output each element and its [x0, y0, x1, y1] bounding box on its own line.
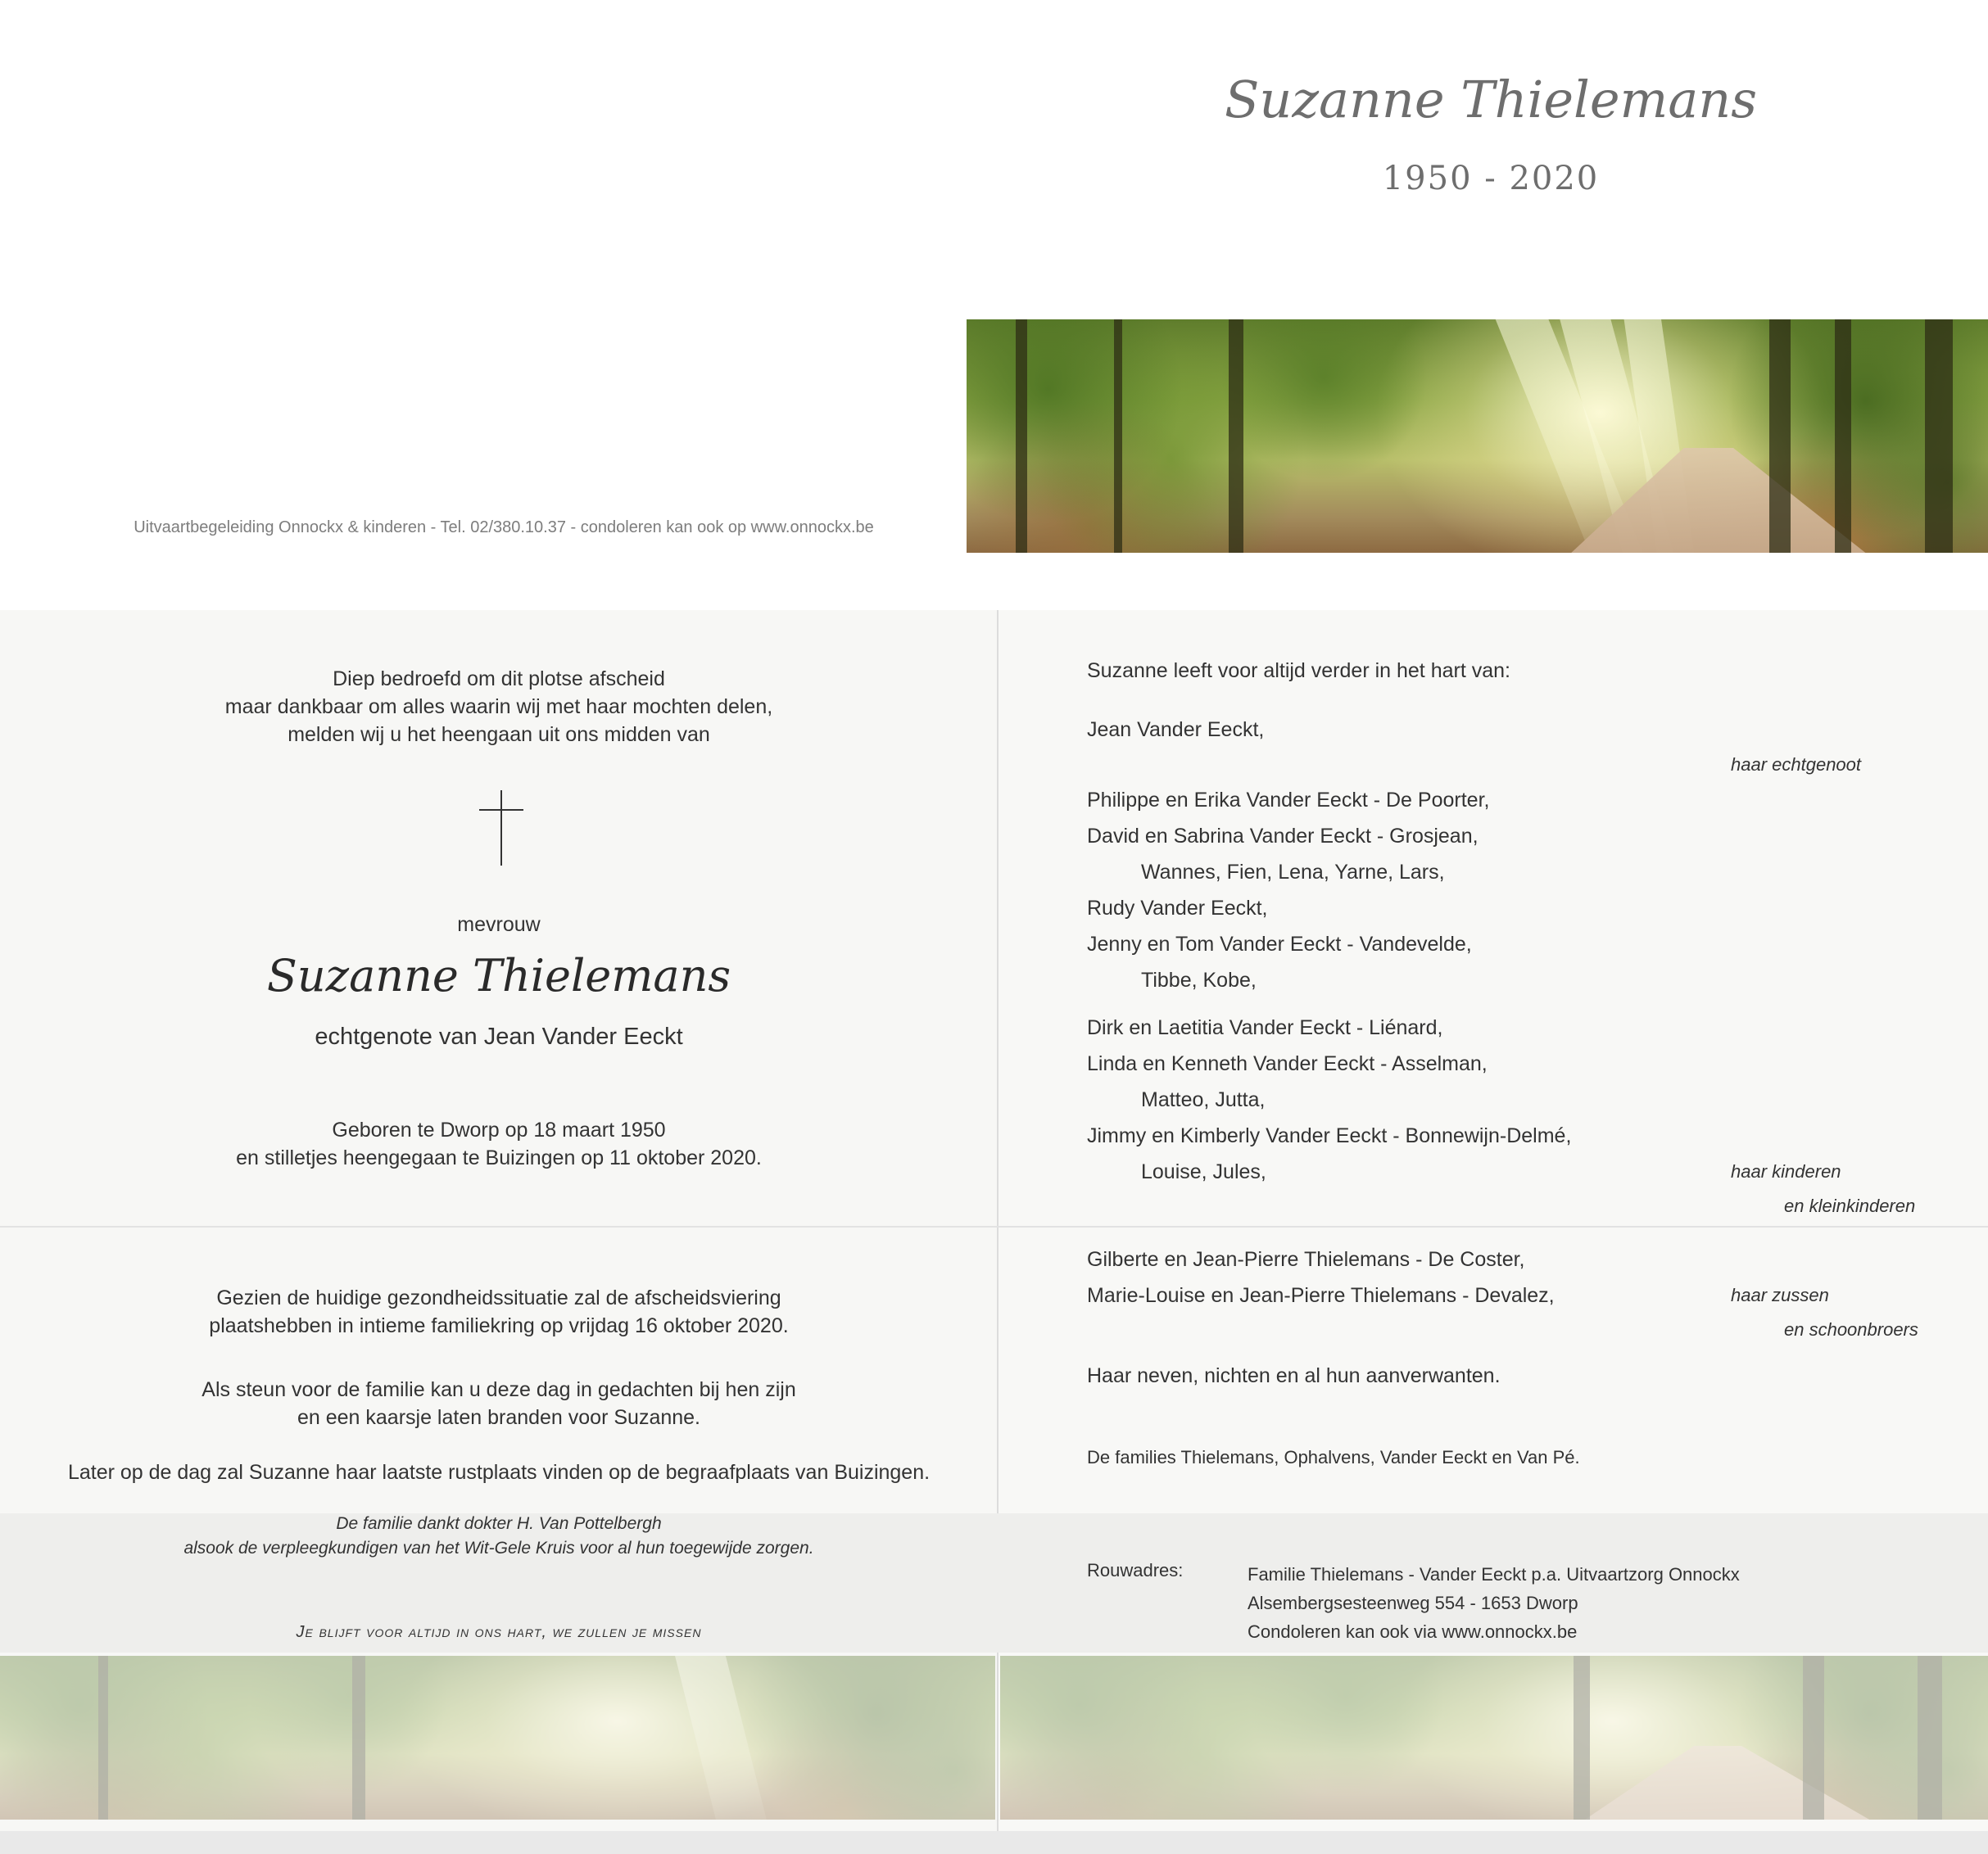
- address-block: [1248, 1560, 1740, 1646]
- intro-line-1: Diep bedroefd om dit plotse afscheid: [333, 667, 665, 690]
- faded-forest-right-image: [1000, 1656, 1988, 1820]
- address-line-2: Alsembergsesteenweg 554 - 1653 Dworp: [1248, 1593, 1578, 1613]
- deceased-name: Suzanne Thielemans: [266, 950, 731, 1002]
- intro-line-3: melden wij u het heengaan uit ons midden van: [288, 723, 710, 746]
- tribute-heading: Suzanne leeft voor altijd verder in het hart van:: [1087, 659, 1510, 682]
- thanks-line-2: alsook de verpleegkundigen van het Wit-Gele Kruis voor al hun toegewijde zorgen.: [183, 1539, 814, 1558]
- ceremony-text: [0, 1284, 998, 1340]
- spouse-line: echtgenote van Jean Vander Eeckt: [315, 1024, 683, 1050]
- spouse-role: haar echtgenoot: [1731, 754, 1862, 775]
- died-line: en stilletjes heengegaan te Buizingen op 11 oktober 2020.: [236, 1146, 762, 1169]
- grandchildren-line-8: Matteo, Jutta,: [1141, 1088, 1266, 1111]
- left-intro: [0, 665, 998, 748]
- children-line-0: Philippe en Erika Vander Eeckt - De Poorter,: [1087, 789, 1490, 812]
- support-line-2: en een kaarsje laten branden voor Suzanne.: [297, 1406, 701, 1429]
- address-line-3: Condoleren kan ook via www.onnockx.be: [1248, 1621, 1578, 1642]
- intro-line-2: maar dankbaar om alles waarin wij met haar mochten delen,: [224, 695, 773, 718]
- address-label: Rouwadres:: [1087, 1560, 1184, 1580]
- salutation: mevrouw: [457, 913, 541, 936]
- children-role-1: haar kinderen: [1731, 1161, 1841, 1182]
- thanks-line-1: De familie dankt dokter H. Van Pottelbergh: [336, 1514, 662, 1533]
- cover-name: Suzanne Thielemans: [1224, 70, 1758, 129]
- spouse-name: Jean Vander Eeckt,: [1087, 718, 1265, 741]
- children-line-1: David en Sabrina Vander Eeckt - Grosjean,: [1087, 825, 1479, 848]
- cover-years: 1950 - 2020: [1382, 160, 1600, 197]
- sisters-role-1: haar zussen: [1731, 1285, 1829, 1305]
- ceremony-line-2: plaatshebben in intieme familiekring op vrijdag 16 oktober 2020.: [209, 1314, 789, 1337]
- children-line-6: Dirk en Laetitia Vander Eeckt - Liénard,: [1087, 1016, 1443, 1039]
- burial-line: Later op de dag zal Suzanne haar laatste rustplaats vinden op de begraafplaats van Buizingen.: [67, 1461, 931, 1484]
- address-line-1: Familie Thielemans - Vander Eeckt p.a. Uitvaartzorg Onnockx: [1248, 1564, 1740, 1585]
- forest-banner-image: [967, 319, 1988, 553]
- children-line-4: Jenny en Tom Vander Eeckt - Vandevelde,: [1087, 933, 1472, 956]
- children-line-7: Linda en Kenneth Vander Eeckt - Asselman,: [1087, 1052, 1488, 1075]
- life-dates: [0, 1116, 998, 1172]
- sisters-line-0: Gilberte en Jean-Pierre Thielemans - De Coster,: [1087, 1248, 1525, 1271]
- thanks-text: [0, 1512, 998, 1561]
- faded-forest-left-image: [0, 1656, 995, 1820]
- sisters-role-2: en schoonbroers: [1784, 1319, 1918, 1340]
- bottom-edge: [0, 1831, 1988, 1854]
- sisters-line-1: Marie-Louise en Jean-Pierre Thielemans - Devalez,: [1087, 1284, 1555, 1307]
- children-line-3: Rudy Vander Eeckt,: [1087, 897, 1268, 920]
- grandchildren-line-2: Wannes, Fien, Lena, Yarne, Lars,: [1141, 861, 1445, 884]
- support-text: [0, 1376, 998, 1431]
- children-line-9: Jimmy en Kimberly Vander Eeckt - Bonnewijn-Delmé,: [1087, 1124, 1572, 1147]
- support-line-1: Als steun voor de familie kan u deze dag in gedachten bij hen zijn: [202, 1378, 796, 1401]
- funeral-home-line: Uitvaartbegeleiding Onnockx & kinderen - Tel. 02/380.10.37 - condoleren kan ook op www.onnockx.be: [134, 518, 874, 536]
- relatives-line: Haar neven, nichten en al hun aanverwanten.: [1087, 1364, 1501, 1387]
- born-line: Geboren te Dworp op 18 maart 1950: [332, 1119, 666, 1142]
- grandchildren-line-5: Tibbe, Kobe,: [1141, 969, 1257, 992]
- grandchildren-line-10: Louise, Jules,: [1141, 1160, 1266, 1183]
- ceremony-line-1: Gezien de huidige gezondheidssituatie zal de afscheidsviering: [216, 1286, 781, 1309]
- families-line: De families Thielemans, Ophalvens, Vander Eeckt en Van Pé.: [1087, 1447, 1580, 1467]
- motto: Je blijft voor altijd in ons hart, we zullen je missen: [296, 1623, 702, 1641]
- cross-icon: [479, 790, 523, 866]
- children-role-2: en kleinkinderen: [1784, 1196, 1916, 1216]
